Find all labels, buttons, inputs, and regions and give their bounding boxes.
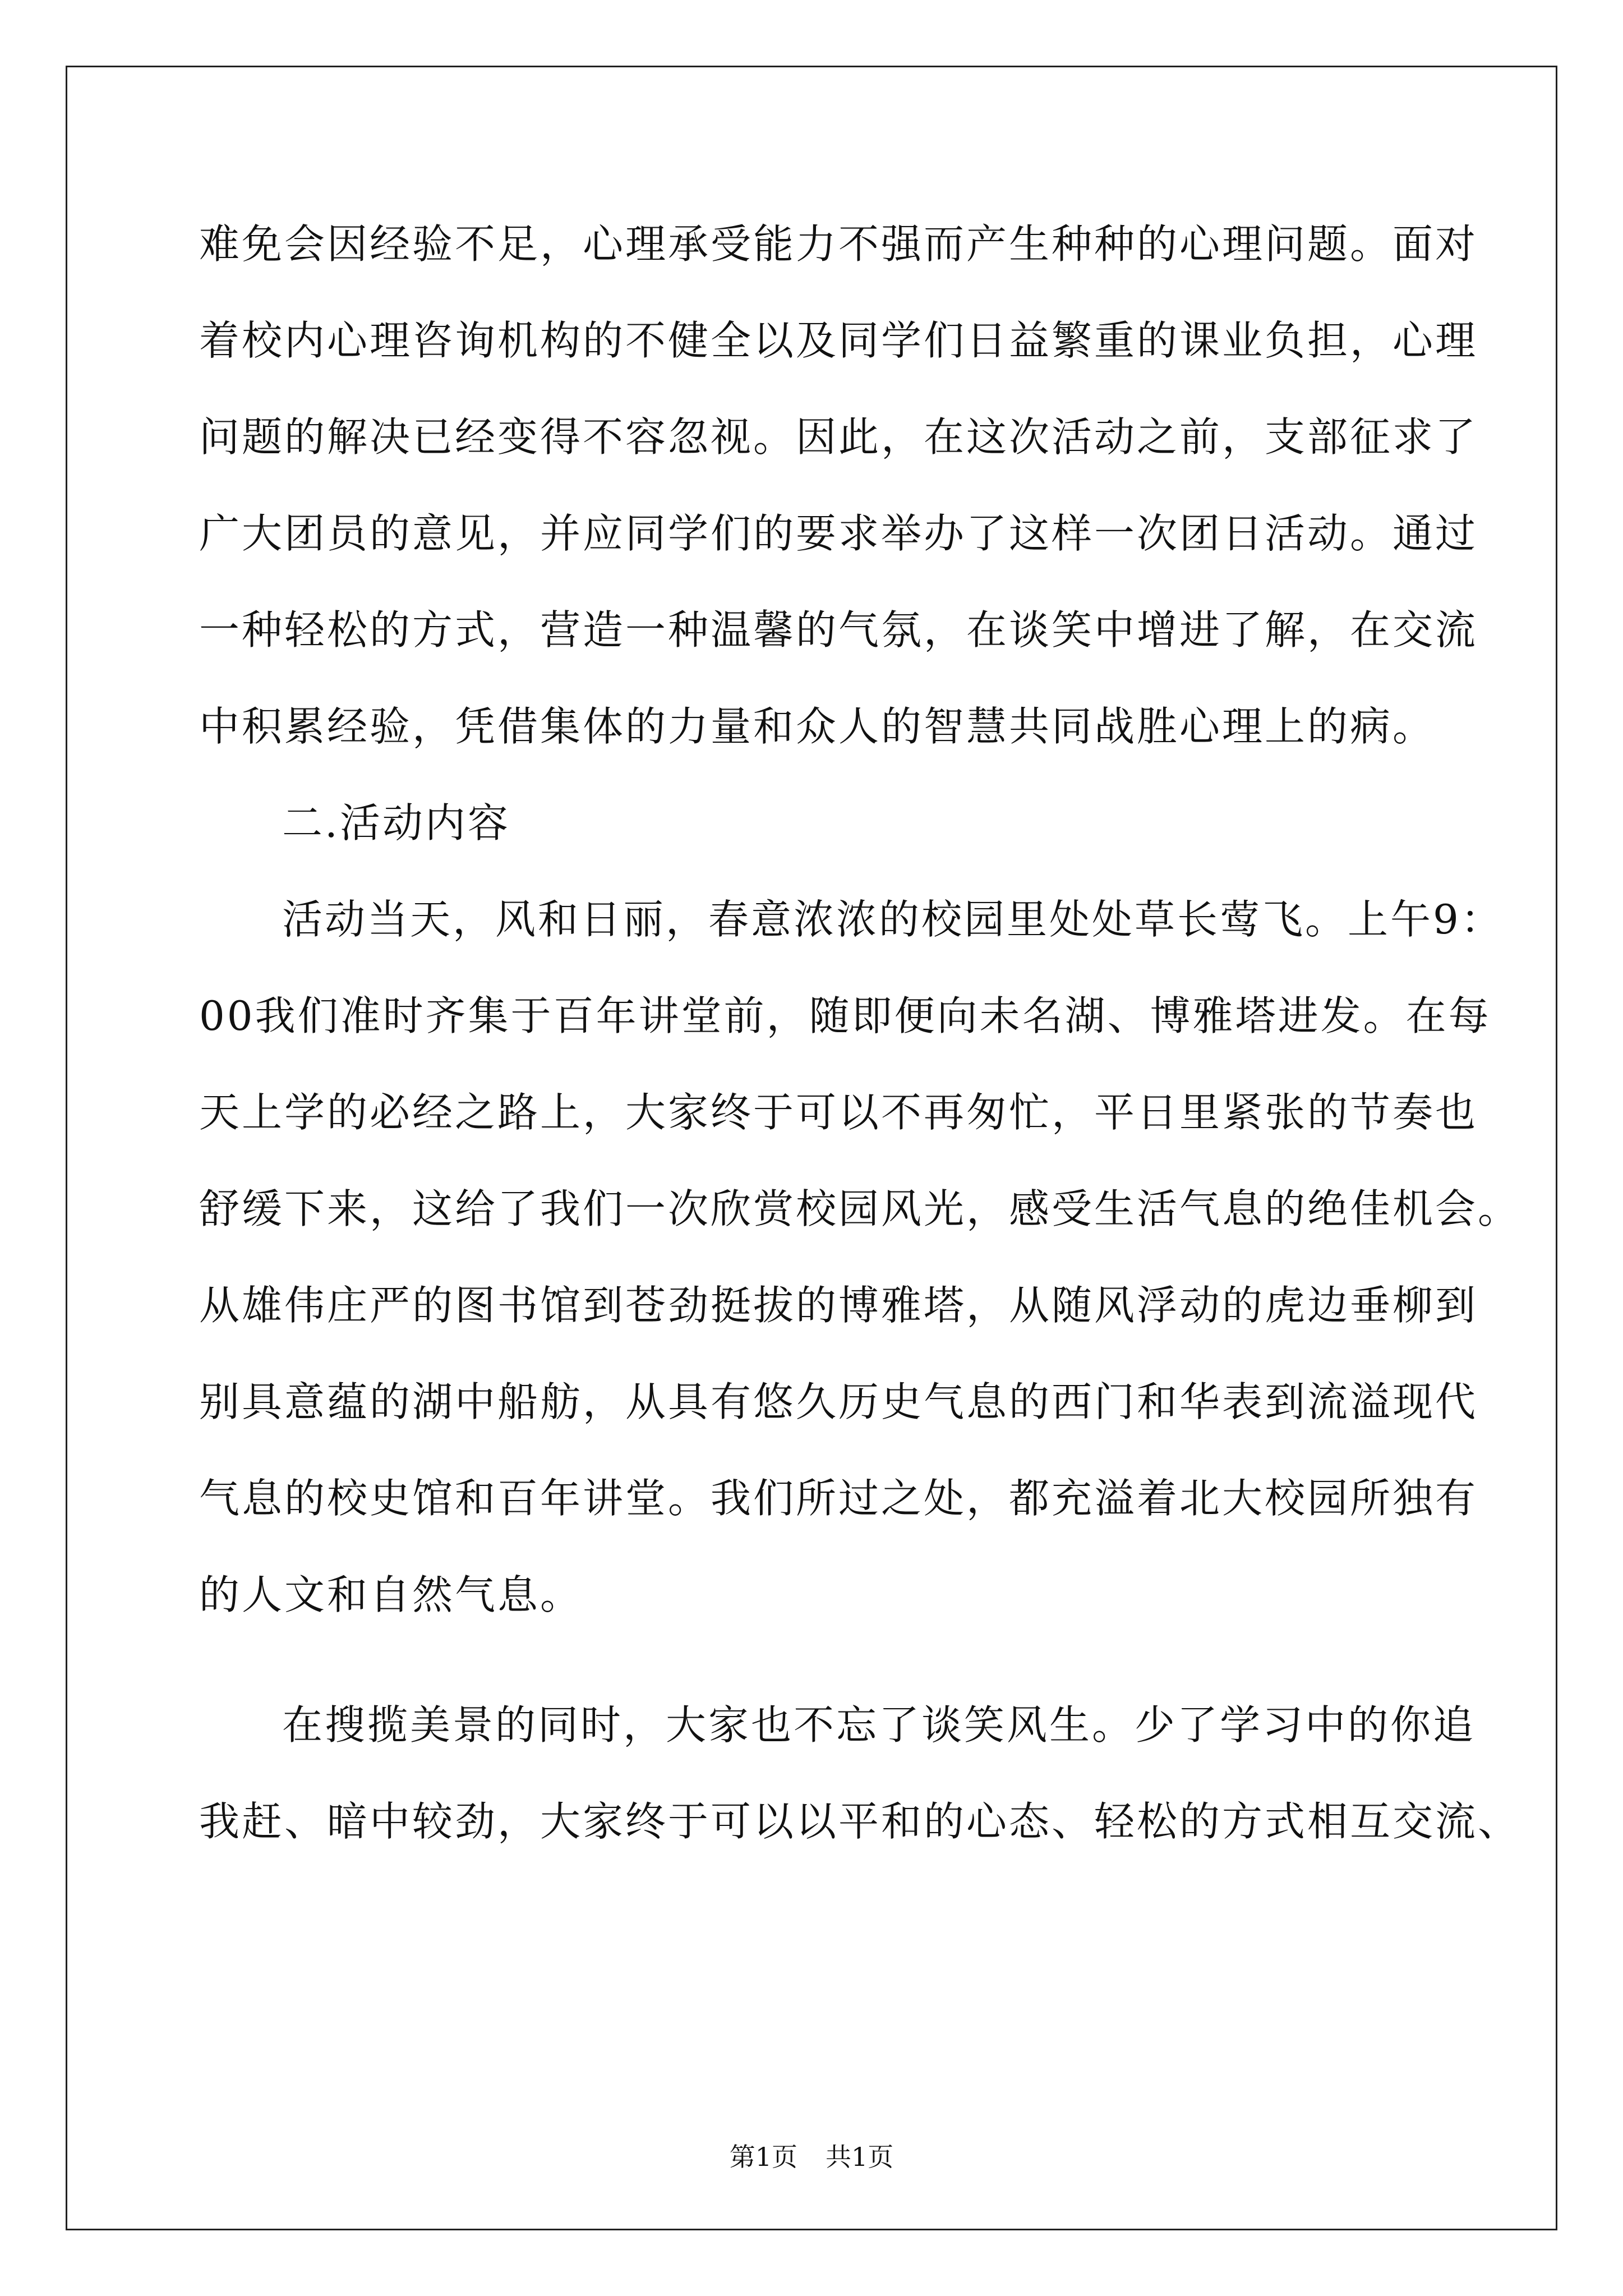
text-line: 问题的解决已经变得不容忽视。因此，在这次活动之前，支部征求了 [199, 413, 1478, 461]
text-line: 气息的校史馆和百年讲堂。我们所过之处，都充溢着北大校园所独有 [199, 1475, 1478, 1522]
text-line: 着校内心理咨询机构的不健全以及同学们日益繁重的课业负担，心理 [199, 317, 1478, 364]
text-line: 别具意蕴的湖中船舫，从具有悠久历史气息的西门和华表到流溢现代 [199, 1378, 1478, 1425]
text-line: 00我们准时齐集于百年讲堂前，随即便向未名湖、博雅塔进发。在每 [199, 992, 1491, 1039]
page-footer [0, 2140, 1623, 2174]
text-line: 活动当天，风和日丽，春意浓浓的校园里处处草长莺飞。上午9： [282, 896, 1504, 943]
page-total: 共1页 [826, 2142, 894, 2172]
text-line: 天上学的必经之路上，大家终于可以不再匆忙，平日里紧张的节奏也 [199, 1089, 1478, 1136]
text-line: 难免会因经验不足，心理承受能力不强而产生种种的心理问题。面对 [199, 220, 1478, 268]
text-line: 一种轻松的方式，营造一种温馨的气氛，在谈笑中增进了解，在交流 [199, 606, 1478, 654]
page-number: 第1页 [729, 2142, 797, 2172]
document-body [199, 213, 1521, 1887]
text-line: 我赶、暗中较劲，大家终于可以以平和的心态、轻松的方式相互交流、 [199, 1798, 1521, 1845]
text-line: 舒缓下来，这给了我们一次欣赏校园风光，感受生活气息的绝佳机会。 [199, 1185, 1521, 1232]
text-line: 从雄伟庄严的图书馆到苍劲挺拔的博雅塔，从随风浮动的虎边垂柳到 [199, 1282, 1478, 1329]
text-line: 的人文和自然气息。 [199, 1571, 583, 1618]
text-line: 广大团员的意见，并应同学们的要求举办了这样一次团日活动。通过 [199, 510, 1478, 557]
paragraph-gap [199, 1660, 1427, 1694]
section-heading: 二.活动内容 [282, 799, 510, 846]
text-line: 中积累经验，凭借集体的力量和众人的智慧共同战胜心理上的病。 [199, 703, 1436, 750]
text-line: 在搜揽美景的同时，大家也不忘了谈笑风生。少了学习中的你追 [282, 1701, 1476, 1749]
